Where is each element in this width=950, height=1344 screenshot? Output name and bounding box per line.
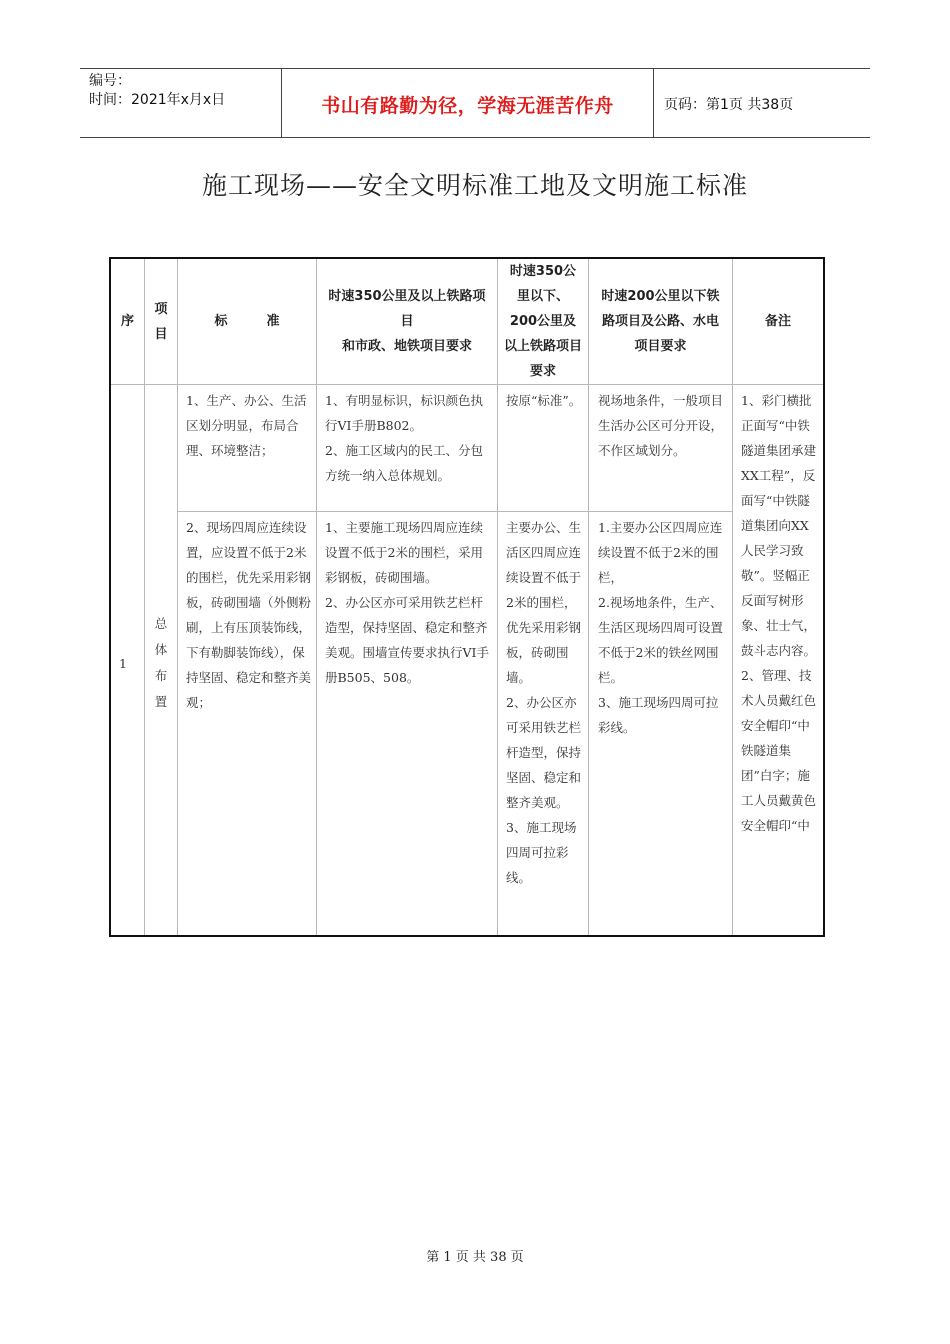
row-seq: 1 <box>119 656 127 671</box>
page-footer: 第 1 页 共 38 页 <box>426 1250 524 1265</box>
row-remark: 1、彩门横批正面写“中铁隧道集团承建XX工程”，反面写“中铁隧道集团向XX人民学习致敬”。竖幅正反面写树形象、壮士气，鼓斗志内容。 2、管理、技术人员戴红色安全帽印“中铁隧道集团”白字；施工人员戴黄色安全帽印“中 <box>741 393 817 833</box>
document-date: 时间：2021年x月x日 <box>89 92 226 108</box>
header-meta <box>89 72 225 110</box>
header-350-plus-text: 时速350公里及以上铁路项目 和市政、地铁项目要求 <box>328 289 486 354</box>
header-standard-text: 标 准 <box>214 314 280 329</box>
standards-table <box>109 257 825 937</box>
header-divider <box>653 69 654 137</box>
header-200-below <box>589 259 732 384</box>
header-motto: 书山有路勤为径，学海无涯苦作舟 <box>321 95 614 117</box>
document-number-label: 编号： <box>89 73 131 89</box>
table-header-divider <box>111 384 823 385</box>
sub2-350-plus: 1、主要施工现场四周应连续设置不低于2米的围栏，采用彩钢板，砖砌围墙。 2、办公区亦可采用铁艺栏杆造型，保持坚固、稳定和整齐美观。围墙宣传要求执行VI手册B505、508。 <box>325 520 489 685</box>
sub1-350-plus: 1、有明显标识，标识颜色执行VI手册B802。 2、施工区域内的民工、分包方统一纳入总体规划。 <box>325 393 483 483</box>
table-subrow-divider <box>177 511 732 512</box>
sub1-200-350: 按原“标准”。 <box>506 393 582 408</box>
document-header <box>80 68 870 138</box>
header-seq <box>111 259 144 384</box>
sub2-200-350: 主要办公、生活区四周应连续设置不低于2米的围栏，优先采用彩钢板，砖砌围墙。 2、办公区亦可采用铁艺栏杆造型，保持坚固、稳定和整齐美观。 3、施工现场四周可拉彩线。 <box>506 520 582 885</box>
header-item-text: 项目 <box>154 301 168 342</box>
header-200-below-text: 时速200公里以下铁路项目及公路、水电项目要求 <box>601 289 720 354</box>
header-200-350 <box>498 259 588 384</box>
row-item: 总体布置 <box>154 616 168 709</box>
sub2-200-below: 1.主要办公区四周应连续设置不低于2米的围栏， 2.视场地条件，生产、生活区现场四周可设置不低于2米的铁丝网围栏。 3、施工现场四周可拉彩线。 <box>598 520 724 735</box>
header-350-plus <box>317 259 497 384</box>
sub1-standard: 1、生产、办公、生活区划分明显，布局合理、环境整洁； <box>186 393 307 458</box>
header-item <box>145 259 177 384</box>
page-title: 施工现场——安全文明标准工地及文明施工标准 <box>201 171 748 200</box>
header-remark <box>733 259 823 384</box>
header-seq-text: 序 <box>120 314 134 329</box>
header-remark-text: 备注 <box>764 314 791 329</box>
header-standard <box>178 259 316 384</box>
header-page-info: 页码：第1页 共38页 <box>664 97 794 113</box>
sub1-200-below: 视场地条件，一般项目生活办公区可分开设，不作区域划分。 <box>598 393 724 458</box>
header-200-350-text: 时速350公里以下、200公里及以上铁路项目要求 <box>504 264 583 379</box>
sub2-standard: 2、现场四周应连续设置，应设置不低于2米的围栏，优先采用彩钢板，砖砌围墙（外侧粉刷，上有压顶装饰线，下有勒脚装饰线），保持坚固、稳定和整齐美观； <box>186 520 312 710</box>
